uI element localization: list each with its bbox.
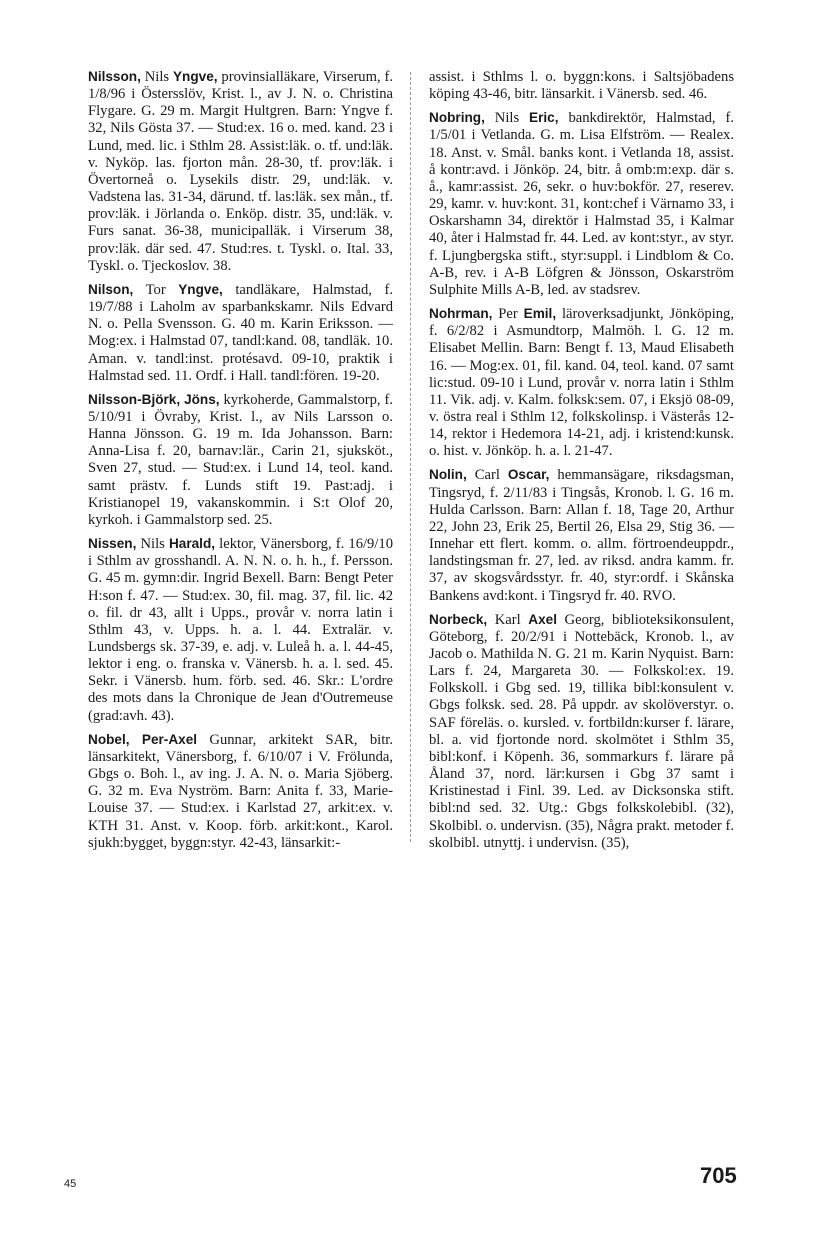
page-number: 705 — [700, 1163, 737, 1188]
entry-call-name: Per-Axel — [141, 731, 198, 747]
entry-call-name: Emil, — [523, 306, 557, 322]
entry-text: kyrkoherde, Gammalstorp, f. 5/10/91 i Övraby, Krist. l., av Nils Larsson o. Hanna Jönsson. G. 19 m. Ida Johansson. Barn: Anna-Lisa f. 20, barnav:lär., Carin 21, sjuksköt., Sven 27, stud. — Stud:ex. i Lund 14, teol. kand. samt prästv. f. Lunds stift 19. Past:adj. i Kristianopel 19, vakanskommin. i S:t Olof 20, kyrkoh. i Gammalstorp sed. 25. — [88, 391, 393, 528]
entry-nilsson-nils-yngve — [88, 68, 393, 275]
entry-surname: Nobring, — [429, 110, 485, 126]
entry-text: tandläkare, Halmstad, f. 19/7/88 i Laholm av sparbankskamr. Nils Edvard N. o. Pella Svensson. G. 40 m. Karin Eriksson. — Mog:ex. i Halmstad 07, tandl:kand. 08, tandläk. 10. Aman. v. tandl:inst. protésavd. 09-10, praktik i Halmstad sed. 11. Ordf. i Hall. tandl:fören. 19-20. — [88, 281, 393, 384]
entry-nohrman-per-emil — [429, 305, 734, 460]
entry-given-name — [130, 732, 142, 748]
entry-text: assist. i Sthlms l. o. byggn:kons. i Saltsjöbadens köping 43-46, bitr. länsarkit. i Vänersb. sed. 46. — [429, 69, 734, 103]
entry-given-name: Nils — [140, 69, 173, 85]
entry-text: provinsialläkare, Virserum, f. 1/8/96 i Östersslöv, Krist. l., av J. N. o. Christina Flygare. G. 29 m. Margit Hultgren. Barn: Yngve f. 32, Nils Gösta 37. — Stud:ex. 16 o. med. kand. 23 i Lund, med. lic. i Sthlm 28. Assist:läk. o. tf. und:läk. v. Nyköp. las. fjorton mån. 28-30, tf. prov:läk. i Övertorneå o. Lysekils distr. 29, und:läk. v. Vadstena las. 31-34, därund. tf. las:läk. sex mån., tf. prov:läk. i Jörlanda o. Enköp. distr. 35, und:läk. v. Furs sanat. 36-38, municipalläk. i Virserum 38, prov:läk. där sed. 47. Stud:res. t. Tyskl. o. Ital. 33, Tyskl. o. Tjeckoslov. 38. — [88, 69, 393, 274]
column-divider — [410, 72, 411, 842]
entry-call-name: Yngve, — [172, 69, 218, 84]
entry-call-name: Jöns, — [184, 391, 220, 407]
entry-surname: Nissen, — [88, 536, 137, 552]
entry-nobring-nils-eric — [429, 109, 734, 299]
entry-norbeck-karl-axel — [429, 611, 734, 852]
entry-call-name: Yngve, — [178, 281, 223, 297]
entry-given-name: Nils — [136, 536, 169, 553]
entry-given-name: Tor — [133, 281, 179, 298]
entry-nilsson-bjork-jons — [88, 391, 393, 529]
entry-nobel-per-axel — [88, 731, 393, 852]
entry-surname: Nolin, — [429, 467, 467, 483]
entry-given-name: Per — [492, 306, 524, 323]
entry-text: hemmansägare, riksdagsman, Tingsryd, f. 2/11/83 i Tingsås, Kronob. l. G. 16 m. Hulda Carlsson. Barn: Allan f. 18, Tage 20, Arthur 22, John 23, Erik 25, Bertil 26, Elsa 29, Stig 36. — Innehar ett flert. komm. o. allm. förtroendeuppdr., landstingsman fr. 27, led. av riksd. andra kamm. fr. 37, av skogsvårdsstyr. fr. 40, styr:ordf. i Skånska Bankens avd:kont. i Tingsryd fr. 40. RVO. — [429, 467, 734, 604]
left-column — [88, 68, 393, 858]
entry-text: Gunnar, arkitekt SAR, bitr. länsarkitekt, Vänersborg, f. 6/10/07 i V. Frölunda, Gbgs o. Boh. l., av ing. J. A. N. o. Maria Sjöberg. G. 32 m. Eva Nyström. Barn: Anita f. 33, Marie-Louise 37. — Stud:ex. i Karlstad 27, arkit:ex. v. KTH 31. Anst. v. Koop. förb. arkit:kont., Karol. sjukh:bygget, byggn:styr. 42-43, länsarkit:- — [88, 731, 393, 851]
entry-text: Georg, biblioteksikonsulent, Göteborg, f. 20/2/91 i Nottebäck, Kronob. l., av Jacob o. Mathilda N. G. 21 m. Karin Nyquist. Barn: Lars f. 24, Margareta 30. — Folkskol:ex. 19. Folkskoll. i Gbg sed. 19, tillika bibl:konsulent v. Gbgs folksk. sed. 28. På uppdr. av skolöverstyr. o. SAF föreläs. o. kursled. v. fortbildn:kurser f. lärare, bl. a. vid fjortonde nord. skolmötet i Sthlm 35, bibl:konf. i Köpenh. 36, sommarkurs f. lärare på Åland 37, nord. lär:kursen i Gbg 37 samt i Kristinestad i Finl. 39. Led. av Dicksonska stift. bibl:nd sed. 32. Utg.: Gbgs folkskolebibl. (32), Skolbibl. o. undervisn. (35), Några prakt. metoder f. skolbibl. utnyttj. i undervisn. (35), — [429, 611, 735, 851]
entry-surname: Nilson, — [88, 281, 134, 297]
entry-surname: Nobel, — [88, 731, 130, 747]
entry-nilson-tor-yngve — [88, 281, 393, 385]
entry-nobel-continued — [429, 68, 734, 103]
entry-given-name: Karl — [487, 611, 529, 628]
entry-call-name: Harald, — [168, 536, 216, 552]
entry-call-name: Eric, — [529, 110, 559, 126]
entry-surname: Norbeck, — [429, 611, 488, 627]
entry-surname: Nilsson, — [88, 69, 141, 84]
entry-nissen-nils-harald — [88, 535, 393, 725]
entry-text: bankdirektör, Halmstad, f. 1/5/01 i Vetlanda. G. m. Lisa Elfström. — Realex. 18. Anst. v. Smål. banks kont. i Vetlanda 18, assist. å kontr:avd. i Jönköp. 24, bitr. å omb:m:exp. där s. å., kamr:assist. 26, sekr. o huv:bokför. 27, reserev. 29, kamr. v. huv:kont. 31, kont:chef i Värnamo 33, i Oskarshamn 34, direktör i Halmstad 35, i Kalmar 40, åter i Halmstad fr. 44. Led. av kont:styr., av styr. f. Ljungbergska stift., styr:suppl. i Lindblom & Co. A-B, rev. i A-B Löfgren & Jönsson, Oskarström Sulphite Mills A-B, led. av stadsrev. — [429, 110, 734, 298]
entry-given-name: Nils — [484, 110, 530, 127]
signature-mark: 45 — [64, 1178, 77, 1190]
entry-text: läroverksadjunkt, Jönköping, f. 6/2/82 i Asmundtorp, Malmöh. l. G. 12 m. Elisabet Mellin. Barn: Bengt f. 13, Maud Elisabeth 16. — Mog:ex. 01, fil. kand. 04, teol. kand. 07 samt lic:stud. 09-10 i Lund, provår v. norra latin i Sthlm 11. Vik. adj. v. Kalm. folksk:sem. 07, i Eksjö 08-09, v. östra real i Sthlm 12, folkskolinsp. i Västerås 12-14, rektor i Hedemora 14-21, adj. i kristend:kunsk. o. hist. v. Jönköp. h. a. l. 21-47. — [429, 306, 734, 460]
entry-surname: Nohrman, — [429, 306, 493, 322]
entry-text: lektor, Vänersborg, f. 16/9/10 i Sthlm av grosshandl. A. N. N. o. h. h., f. Persson. G. 45 m. gymn:dir. Ingrid Bexell. Barn: Bengt Peter H:son f. 47. — Stud:ex. 30, fil. mag. 37, fil. lic. 42 o. fil. dr 43, allt i Upps., provår v. norra latin i Sthlm 43, v. Upps. h. a. l. 44. Extralär. v. Lundsbergs sk. 37-39, e. adj. v. Luleå h. a. l. 44-45, lektor i eng. o. franska v. Vänersb. h. a. l. sed. 45. Sekr. i Vänersb. hum. förb. sed. 46. Skr.: L'ordre des mots dans la Chronique de Jean d'Outremeuse (grad:avh. 43). — [88, 536, 393, 724]
entry-given-name: Carl — [466, 467, 508, 484]
entry-call-name: Oscar, — [507, 467, 550, 483]
entry-call-name: Axel — [528, 611, 557, 627]
right-column — [429, 68, 734, 858]
entry-nolin-carl-oscar — [429, 466, 734, 604]
entry-surname: Nilsson-Björk, — [88, 391, 181, 407]
